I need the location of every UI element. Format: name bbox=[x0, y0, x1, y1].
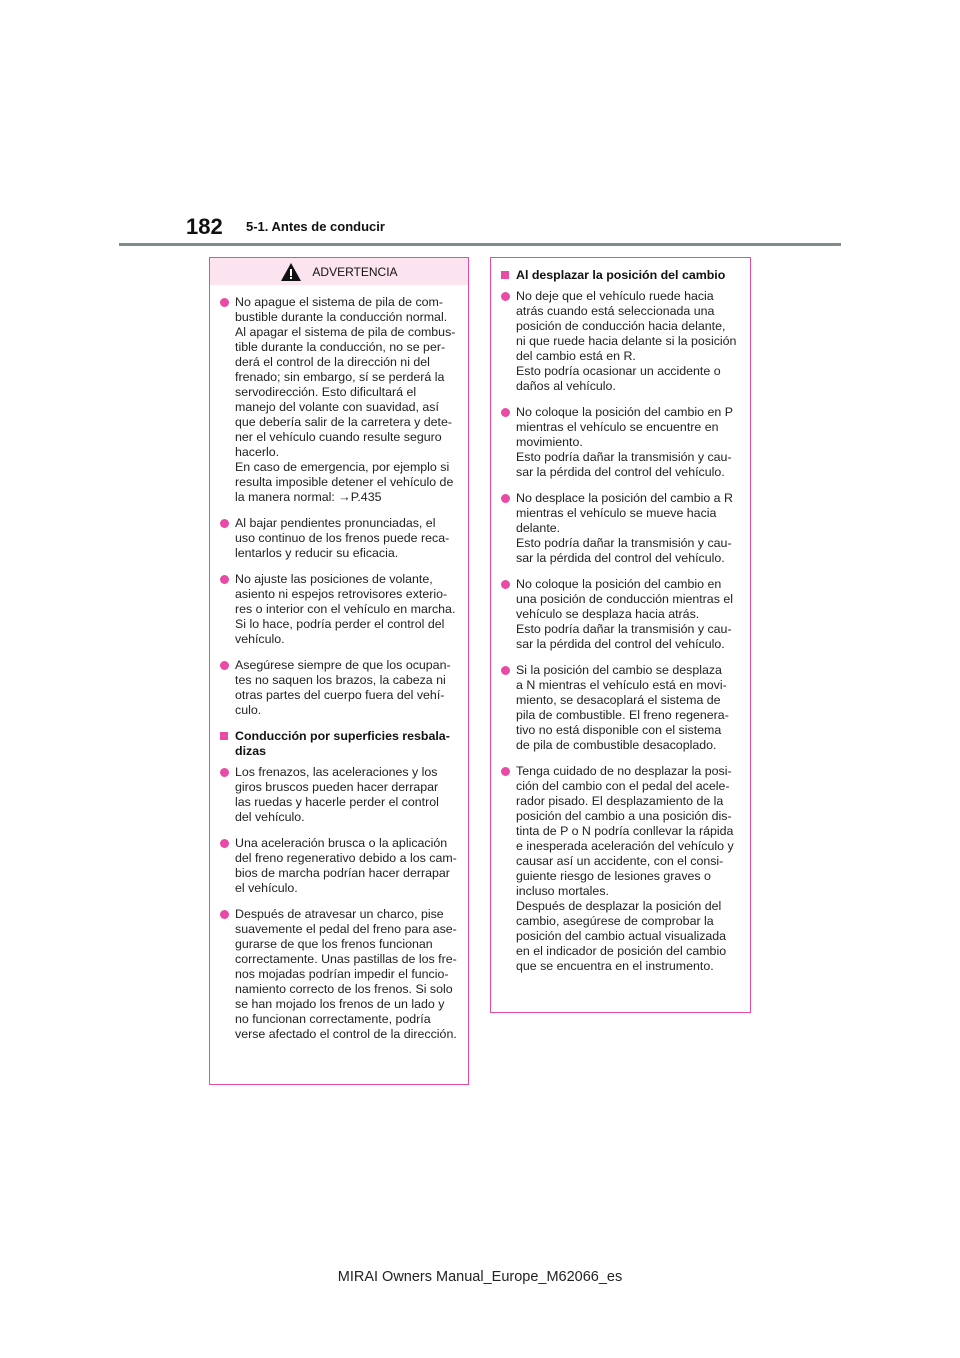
subsection-title: Al desplazar la posición del cambio bbox=[499, 268, 740, 283]
list-item bbox=[499, 289, 740, 394]
section-title: 5-1. Antes de conducir bbox=[246, 219, 385, 234]
list-item bbox=[218, 765, 458, 825]
subsection-title: Conducción por superficies resbala- dizas bbox=[218, 729, 458, 759]
item-text: No deje que el vehículo ruede hacia atrás cuando está seleccionada una posición de conducción hacia delante, ni que ruede hacia delante si la posición del cambio está en R. Esto podría ocasionar un accidente o daños al vehículo. bbox=[516, 289, 737, 393]
warning-triangle-icon bbox=[280, 262, 302, 282]
item-text: Los frenazos, las aceleraciones y los giros bruscos pueden hacer derrapar las ruedas y hacerle perder el control del vehículo. bbox=[235, 765, 439, 824]
list-item bbox=[499, 663, 740, 753]
list-item bbox=[218, 836, 458, 896]
warning-title: ADVERTENCIA bbox=[312, 264, 398, 279]
list-item bbox=[218, 907, 458, 1042]
item-text: No apague el sistema de pila de com- bustible durante la conducción normal. Al apagar el sistema de pila de combus- tible durante la conducción, no se per- derá el control de la dirección ni del frenado; sin embargo, sí se perderá la servodirección. Esto dificultará el manejo del volante con suavidad, así que debería salir de la carretera y dete- ner el vehículo cuando resulte seguro hacerlo. En caso de emergencia, por ejemplo si resulta imposible detener el vehículo de la manera normal: →P.435 bbox=[235, 295, 456, 504]
item-text: No coloque la posición del cambio en una posición de conducción mientras el vehículo se desplaza hacia atrás. Esto podría dañar la transmisión y cau- sar la pérdida del control del vehículo. bbox=[516, 577, 733, 651]
list-item bbox=[218, 516, 458, 561]
page-number: 182 bbox=[186, 214, 223, 239]
item-text: Si la posición del cambio se desplaza a N mientras el vehículo está en movi- miento, se desacoplará el sistema de pila de combustible. El freno regenera- tivo no está disponible con el sistema de pila de combustible desacoplado. bbox=[516, 663, 729, 752]
list-item bbox=[218, 572, 458, 647]
item-text: Una aceleración brusca o la aplicación del freno regenerativo debido a los cam- bios de marcha podrían hacer derrapar el vehículo. bbox=[235, 836, 457, 895]
item-text: No desplace la posición del cambio a R mientras el vehículo se mueve hacia delante. Esto podría dañar la transmisión y cau- sar la pérdida del control del vehículo. bbox=[516, 491, 733, 565]
footer-text: MIRAI Owners Manual_Europe_M62066_es bbox=[337, 1269, 623, 1285]
warning-box bbox=[209, 257, 469, 1085]
header-rule bbox=[119, 243, 841, 246]
item-text: Tenga cuidado de no desplazar la posi- ción del cambio con el pedal del acele- rador pisado. El desplazamiento de la posición del cambio a una posición dis- tinta de P o N podría conllevar la rápida e inesperada aceleración del vehículo y causar así un accidente, con el consi- guiente riesgo de lesiones graves o incluso mortales. Después de desplazar la posición del cambio, asegúrese de comprobar la posición del cambio actual visualizada en el indicador de posición del cambio que se encuentra en el instrumento. bbox=[516, 764, 734, 973]
list-item bbox=[499, 405, 740, 480]
list-item bbox=[218, 658, 458, 718]
item-text: No coloque la posición del cambio en P mientras el vehículo se encuentre en movimiento. Esto podría dañar la transmisión y cau- sar la pérdida del control del vehículo. bbox=[516, 405, 733, 479]
right-warning-box bbox=[490, 257, 751, 1013]
item-text: No ajuste las posiciones de volante, asiento ni espejos retrovisores exterio- res o interior con el vehículo en marcha. Si lo hace, podría perder el control del vehículo. bbox=[235, 572, 456, 646]
list-item bbox=[499, 577, 740, 652]
item-text: Asegúrese siempre de que los ocupan- tes no saquen los brazos, la cabeza ni otras partes del cuerpo fuera del vehí- culo. bbox=[235, 658, 451, 717]
list-item bbox=[499, 764, 740, 974]
item-text: Al bajar pendientes pronunciadas, el uso continuo de los frenos puede reca- lentarlos y reducir su eficacia. bbox=[235, 516, 450, 560]
list-item bbox=[499, 491, 740, 566]
item-text: Después de atravesar un charco, pise suavemente el pedal del freno para ase- gurarse de que los frenos funcionan correctamente. Unas pastillas de los fre- nos mojadas podrían impedir el funcio- namiento correcto de los frenos. Si solo se han mojado los frenos de un lado y no funcionan correctamente, podría verse afectado el control de la dirección. bbox=[235, 907, 457, 1041]
list-item bbox=[218, 295, 458, 505]
warning-header bbox=[210, 258, 468, 285]
